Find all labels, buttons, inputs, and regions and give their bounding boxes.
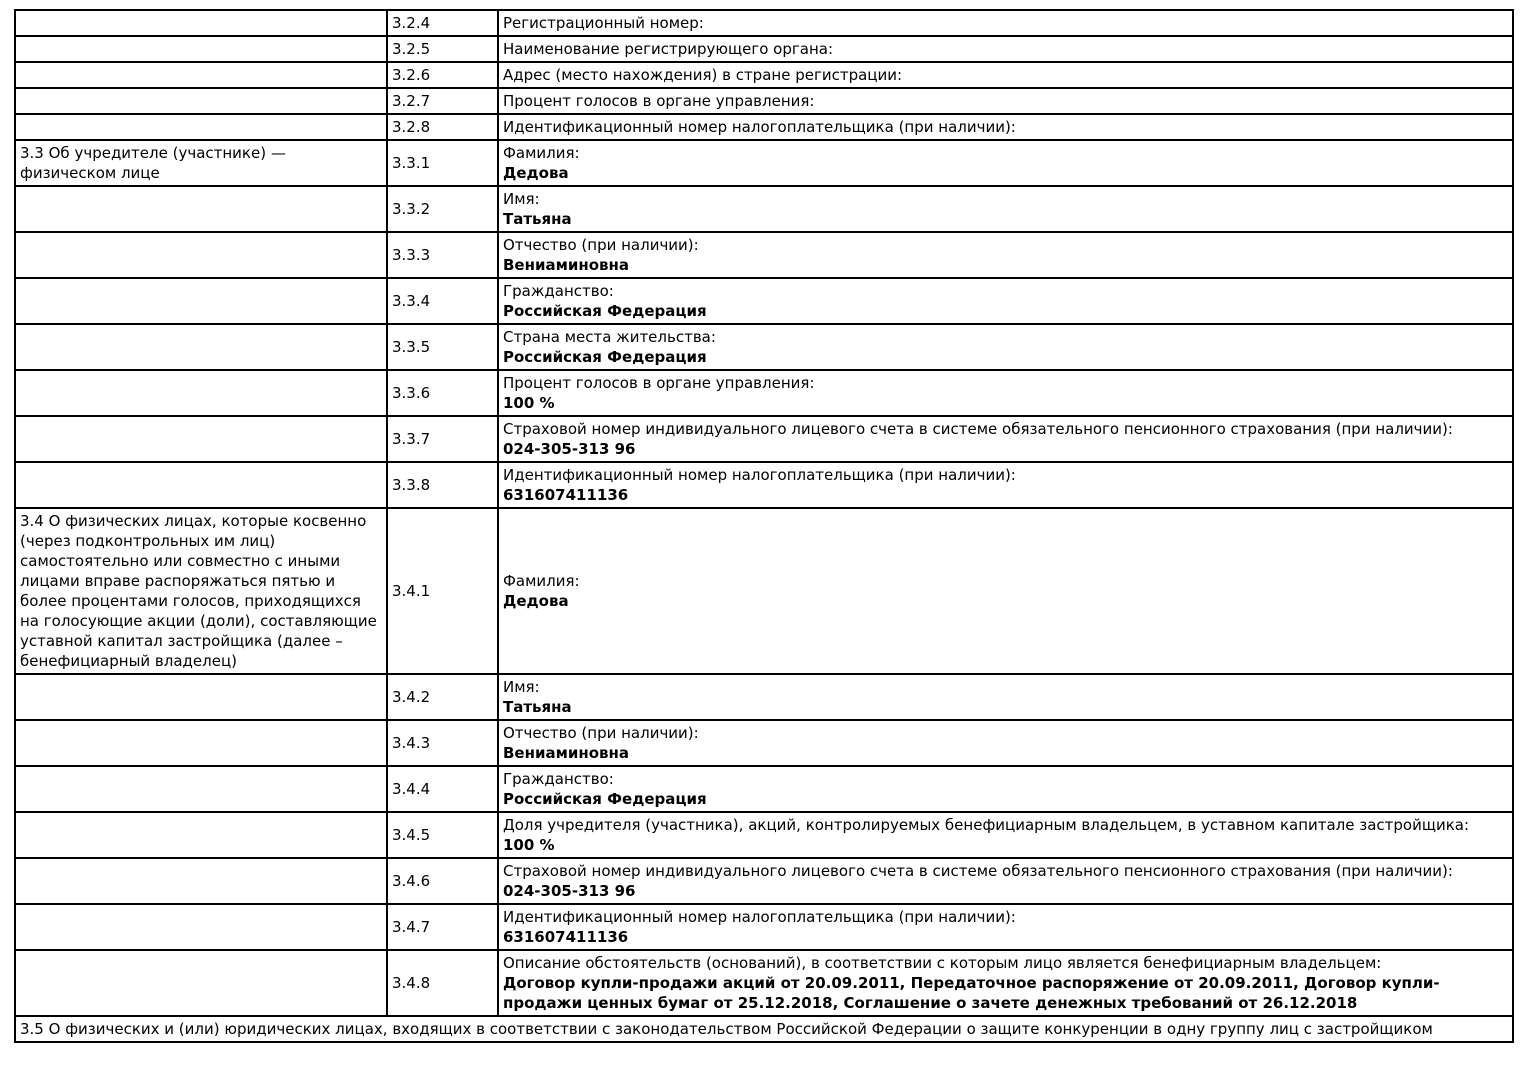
item-number-cell: 3.3.4 <box>387 278 498 324</box>
table-row <box>15 324 1513 370</box>
table-row <box>15 416 1513 462</box>
field-label: Процент голосов в органе управления: <box>503 374 815 392</box>
field-label: Страна места жительства: <box>503 328 716 346</box>
section-heading-cell <box>15 62 387 88</box>
section-heading-cell <box>15 10 387 36</box>
item-number-cell: 3.3.5 <box>387 324 498 370</box>
field-cell <box>498 324 1513 370</box>
item-number-cell: 3.4.4 <box>387 766 498 812</box>
table-row <box>15 278 1513 324</box>
table-footer-row <box>15 1016 1513 1042</box>
section-heading-cell <box>15 36 387 62</box>
field-label: Имя: <box>503 190 540 208</box>
section-heading-cell <box>15 324 387 370</box>
field-cell <box>498 858 1513 904</box>
field-cell <box>498 88 1513 114</box>
item-number-cell: 3.3.1 <box>387 140 498 186</box>
declaration-table-footer <box>15 1016 1513 1042</box>
item-number-cell: 3.2.5 <box>387 36 498 62</box>
field-value: Российская Федерация <box>503 302 707 320</box>
table-row <box>15 766 1513 812</box>
item-number-cell: 3.4.5 <box>387 812 498 858</box>
field-value: 024-305-313 96 <box>503 882 636 900</box>
item-number-cell: 3.3.2 <box>387 186 498 232</box>
item-number-cell: 3.2.7 <box>387 88 498 114</box>
table-row <box>15 36 1513 62</box>
table-row <box>15 858 1513 904</box>
table-row <box>15 370 1513 416</box>
item-number-cell: 3.4.1 <box>387 508 498 674</box>
item-number-cell: 3.4.6 <box>387 858 498 904</box>
field-label: Описание обстоятельств (оснований), в соответствии с которым лицо является бенефициарным владельцем: <box>503 954 1382 972</box>
table-row <box>15 720 1513 766</box>
field-label: Страховой номер индивидуального лицевого счета в системе обязательного пенсионного страхования (при наличии): <box>503 862 1453 880</box>
section-heading-cell <box>15 950 387 1016</box>
table-row <box>15 950 1513 1016</box>
field-cell <box>498 950 1513 1016</box>
field-label: Отчество (при наличии): <box>503 724 699 742</box>
section-heading-cell <box>15 858 387 904</box>
field-value: 024-305-313 96 <box>503 440 636 458</box>
declaration-table <box>14 9 1514 1043</box>
table-row <box>15 462 1513 508</box>
field-value: Договор купли-продажи акций от 20.09.2011, Передаточное распоряжение от 20.09.2011, Договор купли-продажи ценных бумаг от 25.12.2018, Соглашение о зачете денежных требований от 26.12.2018 <box>503 974 1440 1012</box>
field-value: Вениаминовна <box>503 256 630 274</box>
field-label: Регистрационный номер: <box>503 14 704 32</box>
field-cell <box>498 508 1513 674</box>
field-label: Отчество (при наличии): <box>503 236 699 254</box>
field-cell <box>498 674 1513 720</box>
field-cell <box>498 812 1513 858</box>
field-value: Вениаминовна <box>503 744 630 762</box>
field-cell <box>498 36 1513 62</box>
field-cell <box>498 462 1513 508</box>
field-value: 100 % <box>503 394 555 412</box>
item-number-cell: 3.2.8 <box>387 114 498 140</box>
field-cell <box>498 186 1513 232</box>
section-heading-cell <box>15 416 387 462</box>
table-row <box>15 114 1513 140</box>
field-cell <box>498 62 1513 88</box>
field-label: Имя: <box>503 678 540 696</box>
field-cell <box>498 232 1513 278</box>
field-value: 100 % <box>503 836 555 854</box>
section-heading-cell: 3.4 О физических лицах, которые косвенно (через подконтрольных им лиц) самостоятельно или совместно с иными лицами вправе распоряжаться пятью и более процентами голосов, приходящихся на голосующие акции (доли), составляющие уставной капитал застройщика (далее – бенефициарный владелец) <box>15 508 387 674</box>
field-label: Идентификационный номер налогоплательщика (при наличии): <box>503 466 1016 484</box>
section-heading-cell <box>15 278 387 324</box>
field-cell <box>498 278 1513 324</box>
table-row <box>15 904 1513 950</box>
table-row <box>15 186 1513 232</box>
item-number-cell: 3.3.8 <box>387 462 498 508</box>
table-row <box>15 232 1513 278</box>
section-heading-cell <box>15 812 387 858</box>
field-label: Страховой номер индивидуального лицевого счета в системе обязательного пенсионного страхования (при наличии): <box>503 420 1453 438</box>
table-row <box>15 62 1513 88</box>
table-row <box>15 812 1513 858</box>
section-heading-cell <box>15 232 387 278</box>
section-3-5-heading: 3.5 О физических и (или) юридических лицах, входящих в соответствии с законодательством Российской Федерации о защите конкуренции в одну группу лиц с застройщиком <box>15 1016 1513 1042</box>
field-value: Дедова <box>503 164 569 182</box>
field-cell <box>498 140 1513 186</box>
section-heading-cell <box>15 370 387 416</box>
field-label: Гражданство: <box>503 770 614 788</box>
table-row <box>15 140 1513 186</box>
field-label: Идентификационный номер налогоплательщика (при наличии): <box>503 908 1016 926</box>
section-heading-cell <box>15 462 387 508</box>
table-row <box>15 674 1513 720</box>
field-cell <box>498 904 1513 950</box>
field-label: Гражданство: <box>503 282 614 300</box>
section-heading-cell <box>15 88 387 114</box>
section-heading-cell <box>15 114 387 140</box>
field-label: Фамилия: <box>503 572 580 590</box>
field-cell <box>498 10 1513 36</box>
field-label: Наименование регистрирующего органа: <box>503 40 833 58</box>
field-value: Российская Федерация <box>503 348 707 366</box>
table-row <box>15 508 1513 674</box>
field-cell <box>498 416 1513 462</box>
section-heading-cell <box>15 720 387 766</box>
field-label: Адрес (место нахождения) в стране регистрации: <box>503 66 903 84</box>
field-cell <box>498 766 1513 812</box>
table-row <box>15 10 1513 36</box>
item-number-cell: 3.3.7 <box>387 416 498 462</box>
field-value: Татьяна <box>503 210 572 228</box>
item-number-cell: 3.4.3 <box>387 720 498 766</box>
table-row <box>15 88 1513 114</box>
field-label: Идентификационный номер налогоплательщика (при наличии): <box>503 118 1016 136</box>
item-number-cell: 3.4.8 <box>387 950 498 1016</box>
item-number-cell: 3.3.3 <box>387 232 498 278</box>
field-cell <box>498 720 1513 766</box>
field-label: Доля учредителя (участника), акций, контролируемых бенефициарным владельцем, в уставном капитале застройщика: <box>503 816 1470 834</box>
section-heading-cell <box>15 186 387 232</box>
item-number-cell: 3.4.7 <box>387 904 498 950</box>
field-cell <box>498 370 1513 416</box>
field-cell <box>498 114 1513 140</box>
section-heading-cell <box>15 766 387 812</box>
field-value: Дедова <box>503 592 569 610</box>
section-heading-cell: 3.3 Об учредителе (участнике) — физическом лице <box>15 140 387 186</box>
field-value: 631607411136 <box>503 486 629 504</box>
field-label: Процент голосов в органе управления: <box>503 92 815 110</box>
field-label: Фамилия: <box>503 144 580 162</box>
section-heading-cell <box>15 674 387 720</box>
item-number-cell: 3.2.6 <box>387 62 498 88</box>
field-value: Татьяна <box>503 698 572 716</box>
field-value: Российская Федерация <box>503 790 707 808</box>
section-heading-cell <box>15 904 387 950</box>
item-number-cell: 3.2.4 <box>387 10 498 36</box>
item-number-cell: 3.3.6 <box>387 370 498 416</box>
field-value: 631607411136 <box>503 928 629 946</box>
declaration-table-body <box>15 10 1513 1016</box>
item-number-cell: 3.4.2 <box>387 674 498 720</box>
